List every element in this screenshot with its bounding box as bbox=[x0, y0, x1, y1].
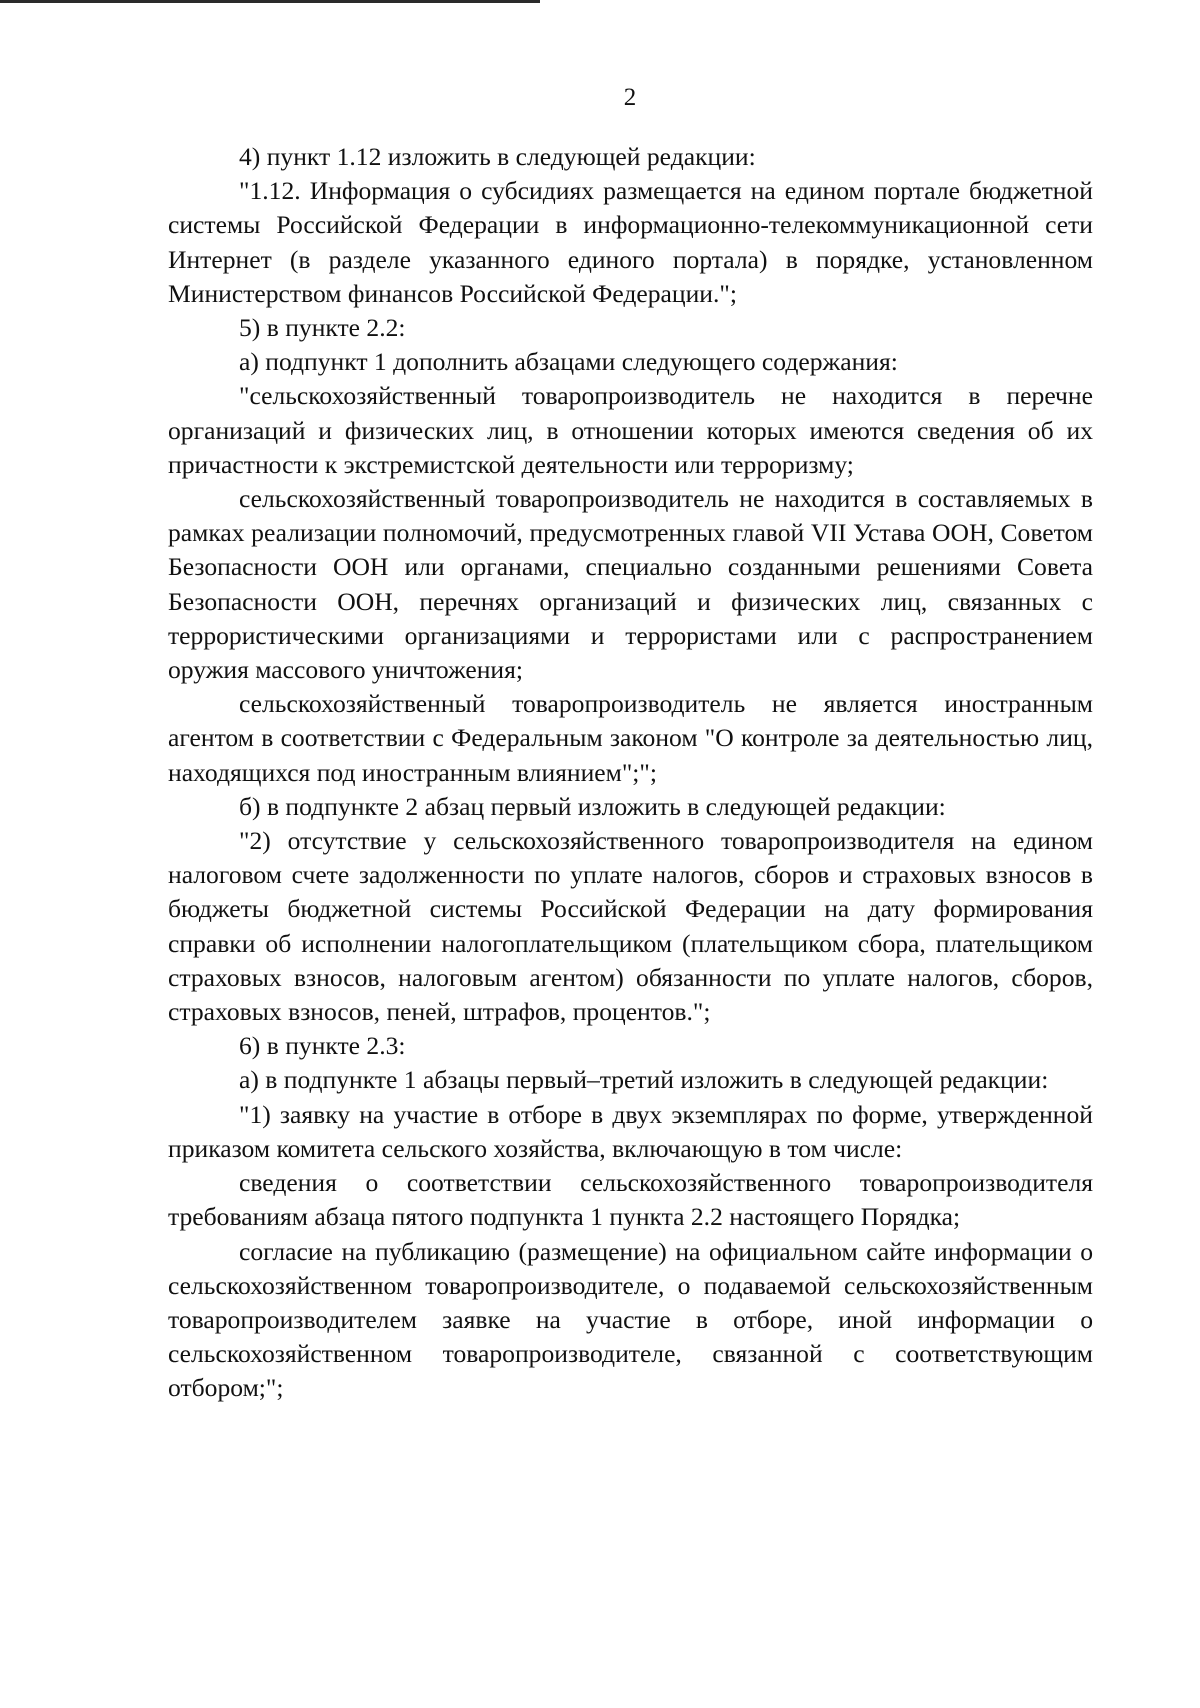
paragraph-extremism: "сельскохозяйственный товаропроизводитель не находится в перечне организаций и физических лиц, в отношении которых имеются сведения об их причастности к экстремистской деятельности или терроризму; bbox=[168, 381, 1093, 479]
paragraph-un-lists: сельскохозяйственный товаропроизводитель не находится в составляемых в рамках реализации полномочий, предусмотренных главой VII Устава ООН, Советом Безопасности ООН или органами, специально созданными решениями Совета Безопасности ООН, перечнях организаций и физических лиц, связанных с террористическими организациями и террористами или с распространением оружия массового уничтожения; bbox=[168, 484, 1093, 685]
paragraph-item-5: 5) в пункте 2.2: bbox=[239, 313, 406, 343]
paragraph-quote-1-12: "1.12. Информация о субсидиях размещается на едином портале бюджетной системы Российской Федерации в информационно-телекоммуникационной сети Интернет (в разделе указанного единого портала) в порядке, установленном Министерством финансов Российской Федерации."; bbox=[168, 176, 1093, 308]
paragraph-compliance-info: сведения о соответствии сельскохозяйственного товаропроизводителя требованиям абзаца пятого подпункта 1 пункта 2.2 настоящего Порядка; bbox=[168, 1168, 1093, 1232]
document-body bbox=[168, 140, 1093, 1406]
paragraph-item-4: 4) пункт 1.12 изложить в следующей редакции: bbox=[239, 142, 756, 171]
paragraph-subitem-a: а) подпункт 1 дополнить абзацами следующего содержания: bbox=[239, 347, 898, 377]
paragraph-subitem-a-2-3: а) в подпункте 1 абзацы первый–третий изложить в следующей редакции: bbox=[239, 1065, 1049, 1095]
paragraph-foreign-agent: сельскохозяйственный товаропроизводитель не является иностранным агентом в соответствии с Федеральным законом "О контроле за деятельностью лиц, находящихся под иностранным влиянием";"; bbox=[168, 689, 1093, 787]
scan-edge-artifact bbox=[0, 0, 540, 3]
paragraph-subitem-b: б) в подпункте 2 абзац первый изложить в следующей редакции: bbox=[239, 791, 946, 821]
paragraph-tax-debt: "2) отсутствие у сельскохозяйственного товаропроизводителя на едином налоговом счете задолженности по уплате налогов, сборов и страховых взносов в бюджеты бюджетной системы Российской Федерации на дату формирования справки об исполнении налогоплательщиком (плательщиком сбора, плательщиком страховых взносов, налоговым агентом) обязанности по уплате налогов, сборов, страховых взносов, пеней, штрафов, процентов."; bbox=[168, 826, 1093, 1027]
paragraph-application: "1) заявку на участие в отборе в двух экземплярах по форме, утвержденной приказом комитета сельского хозяйства, включающую в том числе: bbox=[168, 1099, 1093, 1163]
page-number: 2 bbox=[623, 84, 637, 111]
paragraph-item-6: 6) в пункте 2.3: bbox=[239, 1031, 406, 1061]
paragraph-publication-consent: согласие на публикацию (размещение) на официальном сайте информации о сельскохозяйственном товаропроизводителе, о подаваемой сельскохозяйственным товаропроизводителем заявке на участие в отборе, иной информации о сельскохозяйственном товаропроизводителе, связанной с соответствующим отбором;"; bbox=[168, 1236, 1093, 1403]
